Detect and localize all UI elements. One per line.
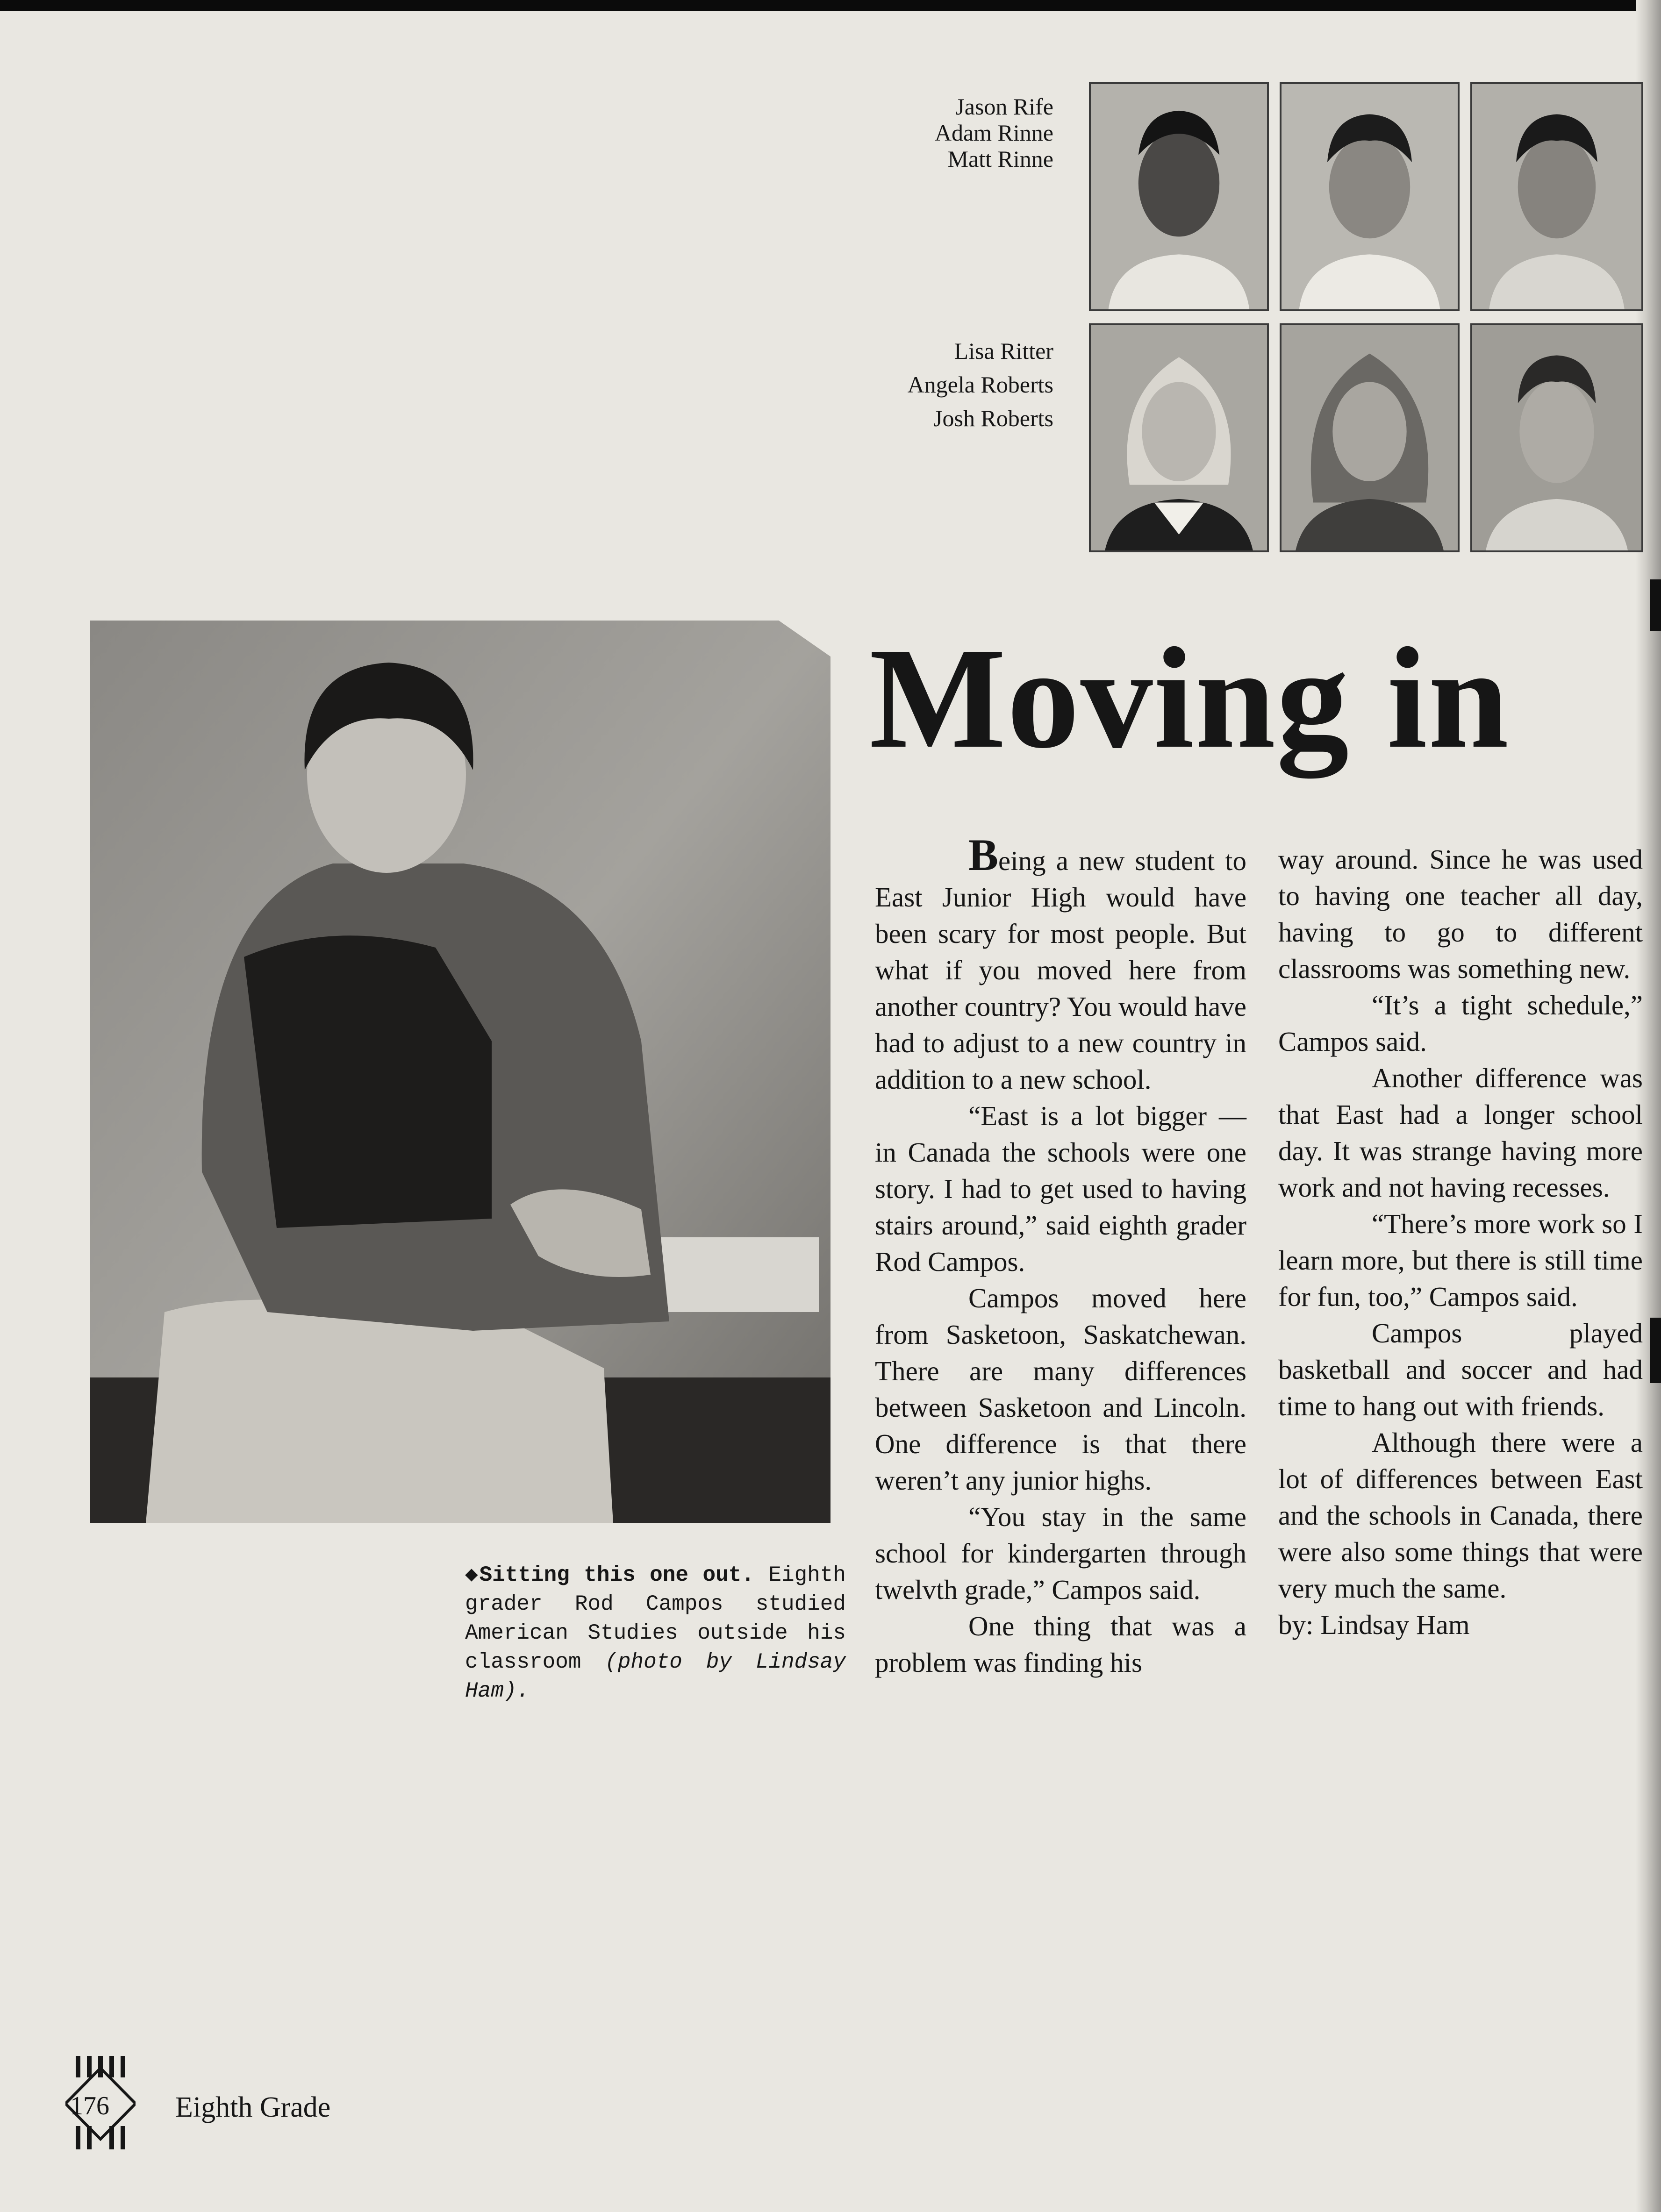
edge-tab xyxy=(1650,1318,1661,1383)
student-name: Lisa Ritter xyxy=(954,338,1053,364)
article-column-1 xyxy=(875,830,1246,1681)
student-name: Adam Rinne xyxy=(934,120,1053,146)
article-paragraph: Campos played basketball and soccer and had time to hang out with friends. xyxy=(1278,1318,1643,1421)
article-paragraph: Campos moved here from Sasketoon, Saskatchewan. There are many differences between Sasketoon and Lincoln. One difference is that there weren’t any junior highs. xyxy=(875,1283,1246,1496)
section-label: Eighth Grade xyxy=(175,2091,331,2123)
drop-cap: B xyxy=(968,830,999,880)
article-paragraph: “East is a lot bigger — in Canada the schools were one story. I had to get used to having stairs around,” said eighth grader Rod Campos. xyxy=(875,1100,1246,1277)
caption-credit: (photo by Lindsay Ham). xyxy=(465,1650,846,1703)
feature-photo xyxy=(90,621,830,1523)
portrait-angela-roberts xyxy=(1280,323,1460,552)
student-name: Josh Roberts xyxy=(933,405,1053,431)
portrait-josh-roberts xyxy=(1470,323,1643,552)
top-border xyxy=(0,0,1661,11)
article-paragraph: “You stay in the same school for kindergarten through twelvth grade,” Campos said. xyxy=(875,1501,1246,1605)
portrait-adam-rinne xyxy=(1280,82,1460,311)
caption-body: Eighth grader Rod Campos studied American Studies outside his classroom xyxy=(465,1563,846,1674)
article-paragraph: One thing that was a problem was finding his xyxy=(875,1611,1246,1678)
student-name: Jason Rife xyxy=(955,93,1053,120)
portrait-lisa-ritter xyxy=(1089,323,1269,552)
article-paragraph: Being a new student to East Junior High would have been scary for most people. But what if you moved here from another country? You would have had to adjust to a new country in addition to a new school. xyxy=(875,830,1246,1095)
article-paragraph: “There’s more work so I learn more, but there is still time for fun, too,” Campos said. xyxy=(1278,1208,1643,1312)
article-paragraph: Another difference was that East had a longer school day. It was strange having more work and not having recesses. xyxy=(1278,1063,1643,1203)
article-paragraph: “It’s a tight schedule,” Campos said. xyxy=(1278,990,1643,1057)
byline: by: Lindsay Ham xyxy=(1278,1609,1470,1640)
name-list-top xyxy=(935,93,1053,172)
name-list-bottom xyxy=(908,334,1053,435)
article-paragraph: way around. Since he was used to having one teacher all day, having to go to different classrooms was something new. xyxy=(1278,844,1643,984)
article-paragraph: Although there were a lot of differences between East and the schools in Canada, there were also some things that were very much the same. xyxy=(1278,1427,1643,1604)
student-name: Matt Rinne xyxy=(947,146,1053,172)
portrait-jason-rife xyxy=(1089,82,1269,311)
student-name: Angela Roberts xyxy=(907,371,1053,398)
article-column-2 xyxy=(1278,841,1643,1643)
photo-caption xyxy=(465,1561,846,1705)
page-number: 176 xyxy=(70,2091,109,2120)
caption-lead: ◆Sitting this one out. xyxy=(465,1563,754,1587)
headline: Moving in xyxy=(869,618,1510,778)
portrait-matt-rinne xyxy=(1470,82,1643,311)
edge-tab xyxy=(1650,579,1661,631)
